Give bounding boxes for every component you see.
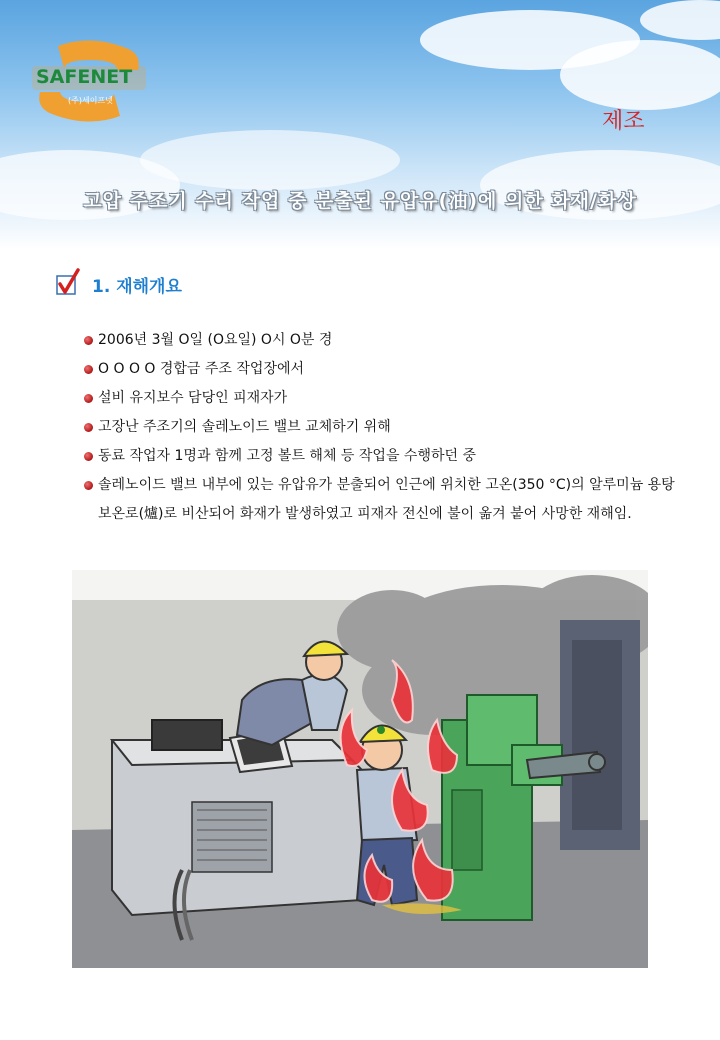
bullet-icon <box>84 365 93 374</box>
list-item: 솔레노이드 밸브 내부에 있는 유압유가 분출되어 인근에 위치한 고온(350 °C)의 알루미늄 용탕 보온로(爐)로 비산되어 화재가 발생하였고 피재자 전신에 불이 옮겨 붙어 사망한 재해임. <box>84 471 684 529</box>
bullet-icon <box>84 336 93 345</box>
list-item: 동료 작업자 1명과 함께 고정 볼트 해체 등 작업을 수행하던 중 <box>84 442 684 471</box>
incident-summary-list <box>84 326 684 529</box>
list-item: 고장난 주조기의 솔레노이드 밸브 교체하기 위해 <box>84 413 684 442</box>
bullet-icon <box>84 423 93 432</box>
page-title: 고압 주조기 수리 작업 중 분출된 유압유(油)에 의한 화재/화상 <box>83 190 637 212</box>
category-label: 제조 <box>602 109 645 134</box>
list-item: 설비 유지보수 담당인 피재자가 <box>84 384 684 413</box>
logo-text: SAFENET <box>36 66 133 88</box>
cloud <box>560 40 720 110</box>
accident-illustration <box>72 570 648 968</box>
section-title: 1. 재해개요 <box>92 277 182 297</box>
bullet-icon <box>84 481 93 490</box>
bullet-icon <box>84 452 93 461</box>
bullet-icon <box>84 394 93 403</box>
list-item: 2006년 3월 O일 (O요일) O시 O분 경 <box>84 326 684 355</box>
checkbox-check-icon <box>56 268 80 296</box>
list-item: O O O O 경합금 주조 작업장에서 <box>84 355 684 384</box>
cloud <box>640 0 720 40</box>
logo-subtext: (주)세이프넷 <box>68 96 113 105</box>
